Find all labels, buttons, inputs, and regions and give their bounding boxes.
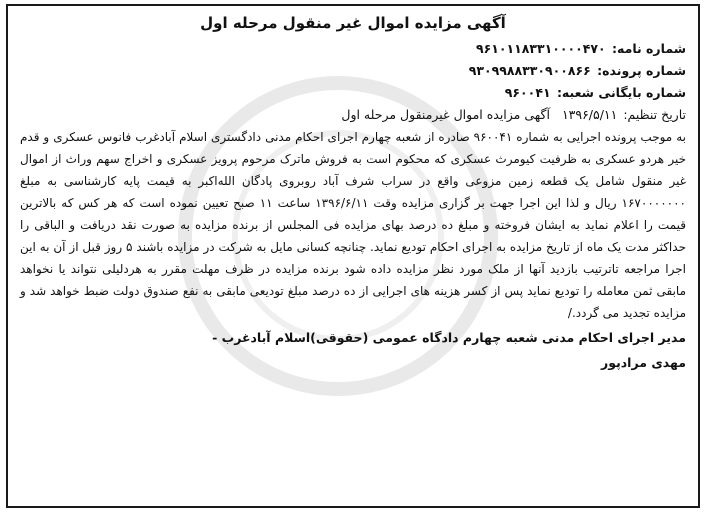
case-number-label: شماره پرونده: [597, 63, 686, 78]
ad-content [20, 12, 686, 374]
archive-number [20, 82, 686, 104]
ad-frame [6, 4, 700, 508]
issue-date-label: تاریخ تنظیم: [623, 107, 686, 122]
case-number [20, 60, 686, 82]
letter-number [20, 38, 686, 60]
issue-date-line [20, 104, 686, 126]
case-number-value: ۹۳۰۹۹۸۸۳۳۰۹۰۰۸۶۶ [468, 63, 591, 78]
ad-body: به موجب پرونده اجرایی به شماره ۹۶۰۰۴۱ صادره از شعبه چهارم اجرای احکام مدنی دادگستری اسلام آبادغرب فانوس عسکری و قدم خیر هردو عسکری به ظرفیت کیومرث عسکری که محکوم است به فروش ماترک مرحوم پرویز عسکری و اخراج سهم وراث از اموال غیر منقول شامل یک قطعه زمین مزوعی واقع در سراب شرف آباد روبروی پادگان الله‌اکبر به قیمت پایه کارشناسی به مبلغ ۱۶۷۰۰۰۰۰۰۰ ریال و لذا این اجرا جهت بر گزاری مزایده وقت ۱۳۹۶/۶/۱۱ ساعت ۱۱ صبح تعیین نموده است که هر کس که بالاترین قیمت را اعلام نماید به ایشان فروخته و مبلغ ده درصد بهای مزایده فی المجلس از برنده مزایده به صورت نقد دریافت و الباقی را حداکثر مدت یک ماه از تاریخ مزایده به اجرای احکام تودیع نماید. چنانچه کسانی مایل به شرکت در مزایده باشند ۵ روز قبل از آن به این اجرا مراجعه تاترتیب بازدید آنها از ملک مورد نظر مزایده داده شود برنده مزایده در ظرف مهلت مقرر به هردلیلی نتواند یا نخواهد مابقی ثمن معامله را تودیع نماید پس از کسر هزینه های اجرایی از ده درصد مبلغ تودیعی مابقی به نفع صندوق دولت ضبط خواهد شد و مزایده تجدید می گردد./ [20, 130, 686, 320]
ad-subtitle: آگهی مزایده اموال غیرمنقول مرحله اول [341, 107, 550, 122]
ad-title: آگهی مزایده اموال غیر منقول مرحله اول [200, 14, 506, 32]
signature-title: مدیر اجرای احکام مدنی شعبه چهارم دادگاه عمومی (حقوقی)اسلام آبادغرب - [212, 330, 686, 345]
archive-number-label: شماره بایگانی شعبه: [556, 85, 686, 100]
issue-date-value: ۱۳۹۶/۵/۱۱ [561, 107, 618, 122]
archive-number-value: ۹۶۰۰۴۱ [504, 85, 551, 100]
signature-name: مهدی مرادپور [601, 355, 686, 370]
letter-number-value: ۹۶۱۰۱۱۸۳۳۱۰۰۰۰۴۷۰ [475, 41, 606, 56]
letter-number-label: شماره نامه: [612, 41, 686, 56]
